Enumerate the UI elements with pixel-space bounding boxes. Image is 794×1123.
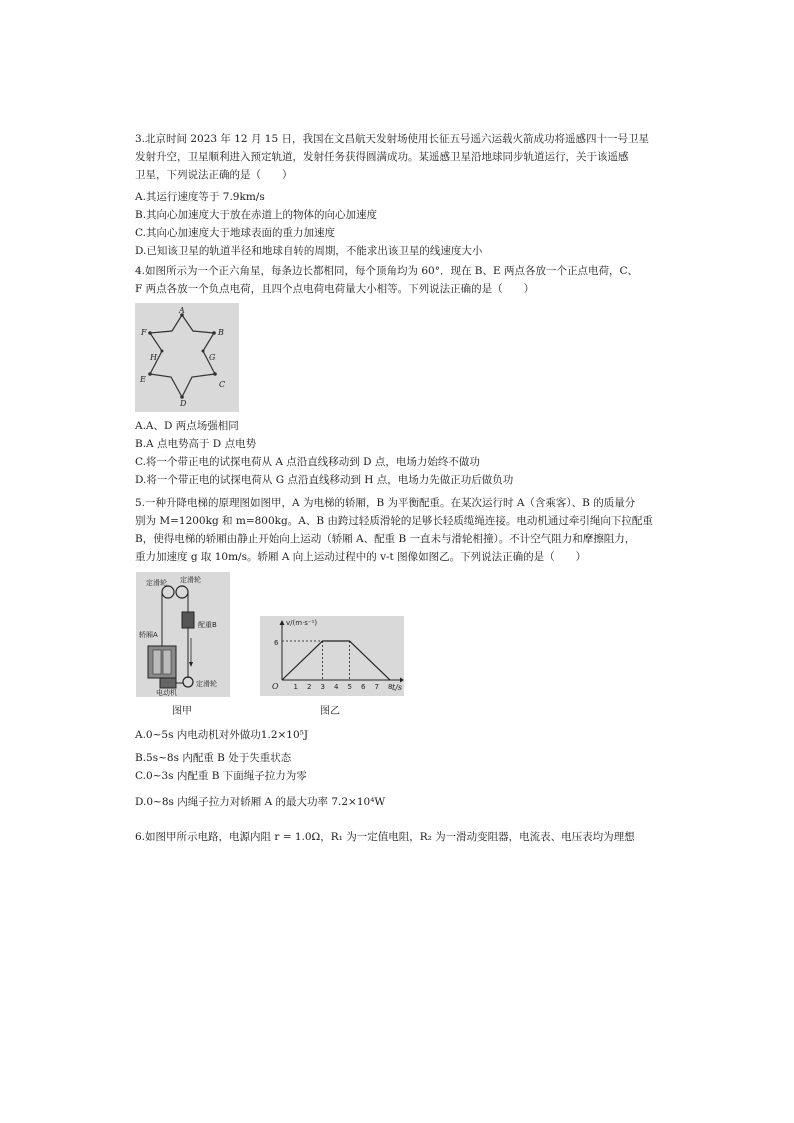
point-label-d: D	[180, 399, 187, 408]
q3-option-a: A.其运行速度等于 7.9km/s	[135, 191, 265, 203]
q5-stem-line-2: 别为 M=1200kg 和 m=800kg。A、B 由跨过轻质滑轮的足够长轻质缆绳连接。电动机通过牵引绳向下拉配重	[135, 515, 653, 527]
pulley-label-3: 定滑轮	[196, 680, 217, 688]
q3-stem-line-1: 3.北京时间 2023 年 12 月 15 日，我国在文昌航天发射场使用长征五号遥六运载火箭成功将遥感四十一号卫星	[135, 133, 649, 145]
pulley-label-1: 定滑轮	[146, 579, 167, 587]
bottom-pulley-icon	[183, 677, 193, 687]
q5-option-d: D.0~8s 内绳子拉力对轿厢 A 的最大功率 7.2×10⁴W	[135, 796, 386, 808]
x-tick-label: 5	[347, 683, 352, 691]
top-pulley-right-icon	[176, 586, 188, 598]
q5-stem-line-3: B，使得电梯的轿厢由静止开始向上运动（轿厢 A、配重 B 一直未与滑轮相撞）。不计空气阻力和摩擦阻力，	[135, 533, 636, 545]
car-a	[148, 646, 176, 678]
q3-option-d: D.已知该卫星的轨道半径和地球自转的周期，不能求出该卫星的线速度大小	[135, 245, 483, 257]
q5-option-b: B.5s~8s 内配重 B 处于失重状态	[135, 752, 292, 764]
y-axis-label: v/(m·s⁻¹)	[286, 619, 318, 627]
q6-stem-line-1: 6.如图甲所示电路，电源内阻 r = 1.0Ω，R₁ 为一定值电阻，R₂ 为一滑动变阻器，电流表、电压表均为理想	[135, 831, 635, 843]
q4-stem-line-1: 4.如图所示为一个正六角星，每条边长都相同，每个顶角均为 60°．现在 B、E 两点各放一个正点电荷，C、	[135, 265, 639, 277]
hexagram-figure	[135, 303, 239, 412]
counterweight-b	[182, 612, 194, 628]
hexagram-outline	[150, 315, 215, 397]
q3-option-b: B.其向心加速度大于放在赤道上的物体的向心加速度	[135, 209, 378, 221]
origin-label: O	[272, 682, 279, 691]
point-label-h: H	[150, 353, 157, 362]
series-line	[282, 641, 390, 680]
figure-caption-jia: 图甲	[172, 706, 192, 717]
point-label-g: G	[209, 353, 216, 362]
x-tick-label: 4	[334, 683, 339, 691]
point-label-c: C	[219, 380, 226, 389]
q3-option-c: C.其向心加速度大于地球表面的重力加速度	[135, 227, 335, 239]
motor-label: 电动机	[156, 689, 177, 697]
x-tick-label: 1	[293, 683, 298, 691]
x-axis-label: t/s	[392, 683, 403, 692]
counterweight-label: 配重B	[198, 621, 217, 629]
elevator-figure	[136, 572, 230, 697]
q4-stem-line-2: F 两点各放一个负点电荷，且四个点电荷电荷量大小相等。下列说法正确的是（ ）	[135, 283, 535, 295]
x-tick-label: 2	[307, 683, 312, 691]
q3-stem-line-2: 发射升空，卫星顺利进入预定轨道，发射任务获得圆满成功。某遥感卫星沿地球同步轨道运行，关于该遥感	[135, 151, 629, 163]
q5-stem-line-1: 5.一种升降电梯的原理图如图甲，A 为电梯的轿厢，B 为平衡配重。在某次运行时 A（含乘客）、B 的质量分	[135, 497, 636, 509]
top-pulley-left-icon	[162, 586, 174, 598]
q5-option-a: A.0~5s 内电动机对外做功1.2×10⁵J	[135, 729, 309, 741]
figure-caption-yi: 图乙	[320, 706, 340, 717]
point-label-b: B	[218, 328, 224, 337]
point-label-a: A	[179, 306, 185, 315]
car-label: 轿厢A	[139, 631, 158, 639]
q4-option-b: B.A 点电势高于 D 点电势	[135, 438, 257, 450]
q4-option-d: D.将一个带正电的试探电荷从 G 点沿直线移动到 H 点，电场力先做正功后做负功	[135, 474, 514, 486]
q3-stem-line-3: 卫星，下列说法正确的是（ ）	[135, 169, 293, 181]
vt-graph-figure	[260, 616, 404, 696]
q4-option-c: C.将一个带正电的试探电荷从 A 点沿直线移动到 D 点，电场力始终不做功	[135, 456, 480, 468]
vt-graph	[260, 616, 404, 696]
point-label-f: F	[141, 328, 147, 337]
x-tick-label: 8	[388, 683, 393, 691]
q5-stem-line-4: 重力加速度 g 取 10m/s。轿厢 A 向上运动过程中的 v-t 图像如图乙。下列说法正确的是（ ）	[135, 551, 587, 563]
x-tick-label: 6	[361, 683, 366, 691]
motor-icon	[160, 678, 176, 688]
q4-option-a: A.A、D 两点场强相同	[135, 420, 239, 432]
point-label-e: E	[140, 375, 146, 384]
x-tick-label: 3	[320, 683, 325, 691]
y-tick-6: 6	[274, 639, 279, 647]
pulley-label-2: 定滑轮	[180, 576, 201, 584]
x-tick-label: 7	[374, 683, 379, 691]
q5-option-c: C.0~3s 内配重 B 下面绳子拉力为零	[135, 770, 307, 782]
